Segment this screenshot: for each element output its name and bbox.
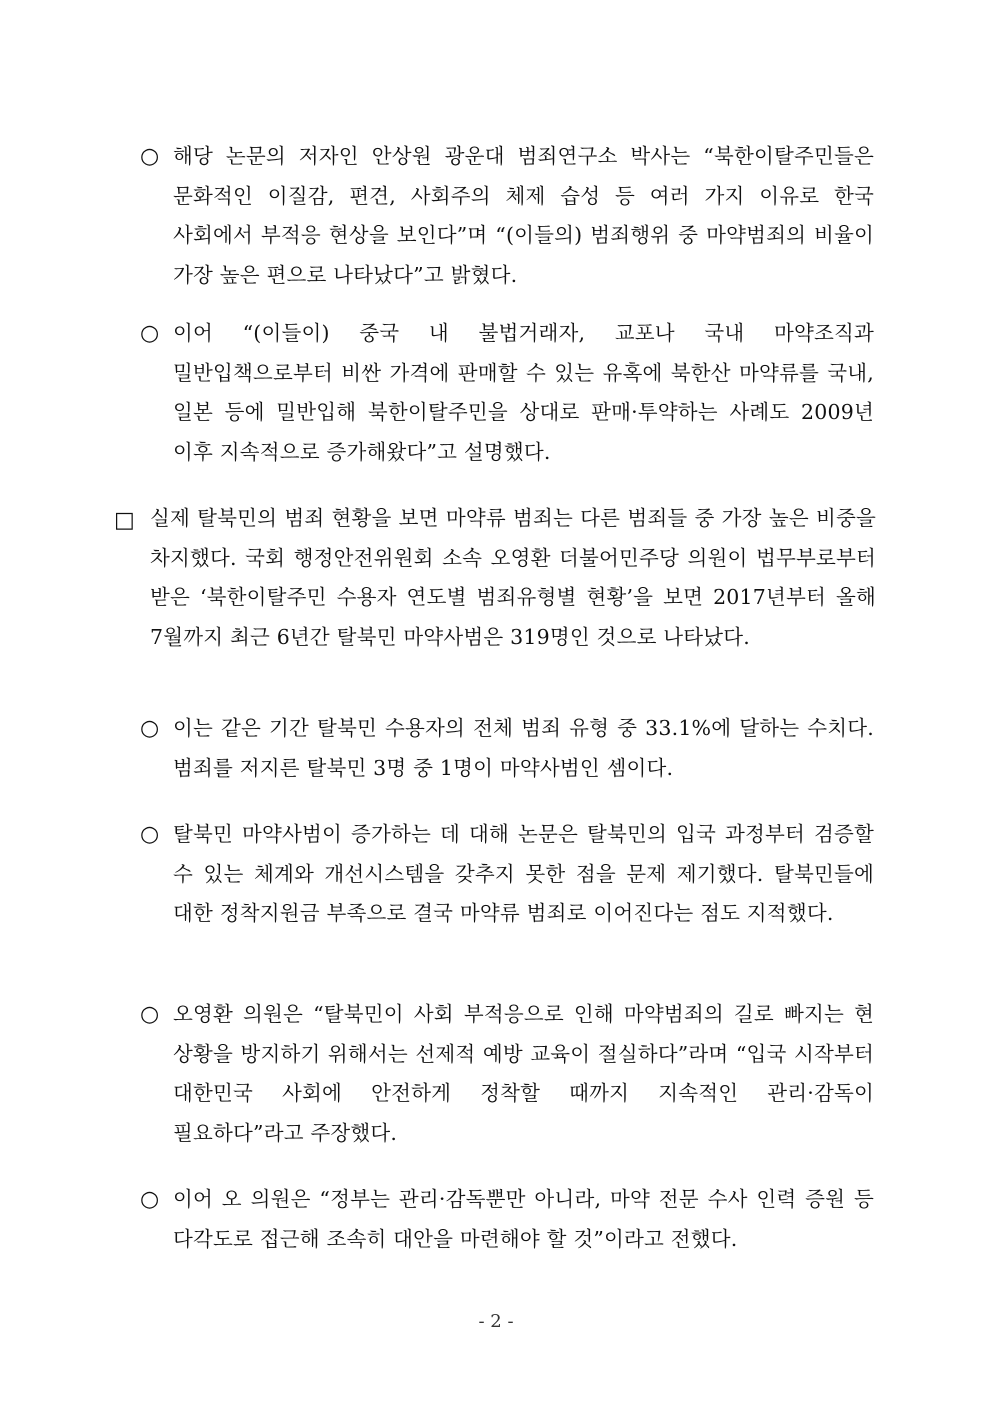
circle-bullet-icon: ○ [140, 144, 160, 169]
square-bullet-icon: □ [114, 508, 135, 533]
paragraph-2 [140, 314, 874, 472]
circle-bullet-icon: ○ [140, 1187, 160, 1212]
circle-bullet-icon: ○ [140, 321, 160, 346]
paragraph-5 [140, 815, 874, 934]
paragraph-7 [140, 1180, 874, 1259]
paragraph-4 [140, 709, 874, 788]
paragraph-6 [140, 995, 874, 1153]
paragraph-3 [114, 499, 876, 657]
paragraph-text: 해당 논문의 저자인 안상원 광운대 범죄연구소 박사는 “북한이탈주민들은 문화적인 이질감, 편견, 사회주의 체제 습성 등 여러 가지 이유로 한국 사회에서 부적응 현상을 보인다”며 “(이들의) 범죄행위 중 마약범죄의 비율이 가장 높은 편으로 나타났다”고 밝혔다. [173, 144, 874, 287]
page-number: - 2 - [478, 1311, 514, 1332]
paragraph-text: 이어 오 의원은 “정부는 관리·감독뿐만 아니라, 마약 전문 수사 인력 증원 등 다각도로 접근해 조속히 대안을 마련해야 할 것”이라고 전했다. [173, 1187, 874, 1251]
paragraph-1 [140, 137, 874, 295]
circle-bullet-icon: ○ [140, 716, 160, 741]
circle-bullet-icon: ○ [140, 822, 160, 847]
paragraph-text: 탈북민 마약사범이 증가하는 데 대해 논문은 탈북민의 입국 과정부터 검증할 수 있는 체계와 개선시스템을 갖추지 못한 점을 문제 제기했다. 탈북민들에 대한 정착지원금 부족으로 결국 마약류 범죄로 이어진다는 점도 지적했다. [173, 822, 874, 925]
paragraph-text: 이는 같은 기간 탈북민 수용자의 전체 범죄 유형 중 33.1%에 달하는 수치다. 범죄를 저지른 탈북민 3명 중 1명이 마약사범인 셈이다. [173, 716, 874, 780]
circle-bullet-icon: ○ [140, 1002, 160, 1027]
paragraph-text: 오영환 의원은 “탈북민이 사회 부적응으로 인해 마약범죄의 길로 빠지는 현 상황을 방지하기 위해서는 선제적 예방 교육이 절실하다”라며 “입국 시작부터 대한민국 사회에 안전하게 정착할 때까지 지속적인 관리·감독이 필요하다”라고 주장했다. [173, 1002, 874, 1145]
paragraph-text: 이어 “(이들이) 중국 내 불법거래자, 교포나 국내 마약조직과 밀반입책으로부터 비싼 가격에 판매할 수 있는 유혹에 북한산 마약류를 국내, 일본 등에 밀반입해 북한이탈주민을 상대로 판매·투약하는 사례도 2009년 이후 지속적으로 증가해왔다”고 설명했다. [173, 321, 874, 464]
paragraph-text: 실제 탈북민의 범죄 현황을 보면 마약류 범죄는 다른 범죄들 중 가장 높은 비중을 차지했다. 국회 행정안전위원회 소속 오영환 더불어민주당 의원이 법무부로부터 받은 ‘북한이탈주민 수용자 연도별 범죄유형별 현황’을 보면 2017년부터 올해 7월까지 최근 6년간 탈북민 마약사범은 319명인 것으로 나타났다. [150, 506, 876, 649]
